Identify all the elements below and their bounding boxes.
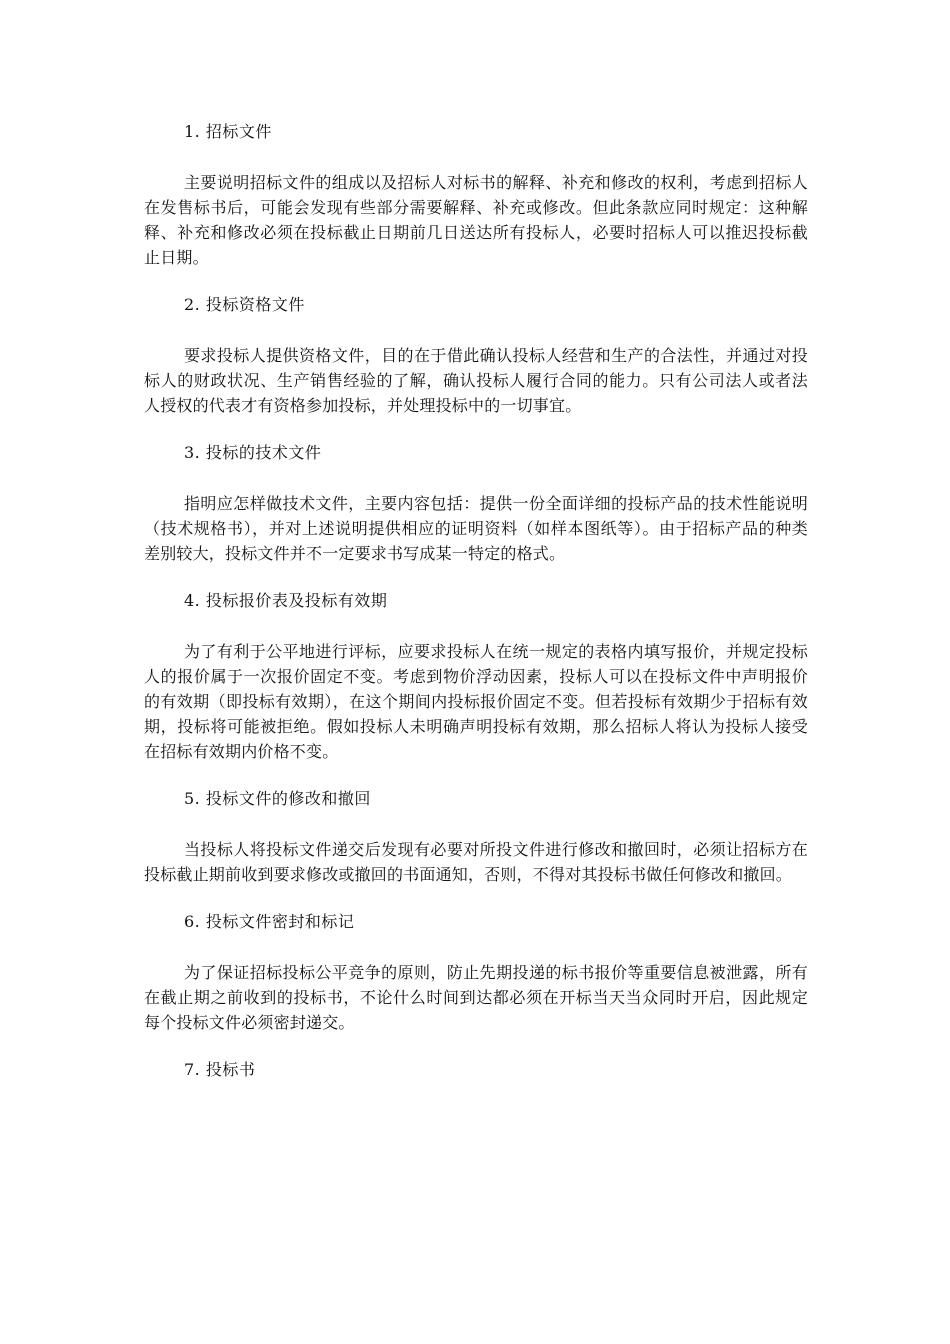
document-body	[144, 120, 808, 1108]
section-4-paragraph: 为了有利于公平地进行评标，应要求投标人在统一规定的表格内填写报价，并规定投标人的报价属于一次报价固定不变。考虑到物价浮动因素，投标人可以在投标文件中声明报价的有效期（即投标有效期），在这个期间内投标报价固定不变。但若投标有效期少于招标有效期，投标将可能被拒绝。假如投标人未明确声明投标有效期，那么招标人将认为投标人接受在招标有效期内价格不变。	[144, 642, 808, 761]
section-5-paragraph: 当投标人将投标文件递交后发现有必要对所投文件进行修改和撤回时，必须让招标方在投标截止期前收到要求修改或撤回的书面通知，否则，不得对其投标书做任何修改和撤回。	[144, 840, 808, 884]
section-2-paragraph: 要求投标人提供资格文件，目的在于借此确认投标人经营和生产的合法性，并通过对投标人的财政状况、生产销售经验的了解，确认投标人履行合同的能力。只有公司法人或者法人授权的代表才有资格参加投标，并处理投标中的一切事宜。	[144, 346, 808, 415]
section-5-heading: 5. 投标文件的修改和撤回	[184, 789, 371, 808]
section-6-paragraph: 为了保证招标投标公平竞争的原则，防止先期投递的标书报价等重要信息被泄露，所有在截止期之前收到的投标书，不论什么时间到达都必须在开标当天当众同时开启，因此规定每个投标文件必须密封递交。	[144, 963, 808, 1032]
section-1-heading: 1. 招标文件	[184, 122, 272, 141]
section-6-heading: 6. 投标文件密封和标记	[184, 912, 355, 931]
section-3-heading: 3. 投标的技术文件	[184, 443, 322, 462]
section-1-paragraph: 主要说明招标文件的组成以及招标人对标书的解释、补充和修改的权利，考虑到招标人在发售标书后，可能会发现有些部分需要解释、补充或修改。但此条款应同时规定：这种解释、补充和修改必须在投标截止日期前几日送达所有投标人，必要时招标人可以推迟投标截止日期。	[144, 173, 808, 267]
section-7-heading: 7. 投标书	[184, 1060, 256, 1079]
section-3-paragraph: 指明应怎样做技术文件，主要内容包括：提供一份全面详细的投标产品的技术性能说明（技术规格书），并对上述说明提供相应的证明资料（如样本图纸等）。由于招标产品的种类差别较大，投标文件并不一定要求书写成某一特定的格式。	[144, 494, 808, 563]
section-2-heading: 2. 投标资格文件	[184, 295, 305, 314]
section-4-heading: 4. 投标报价表及投标有效期	[184, 591, 388, 610]
